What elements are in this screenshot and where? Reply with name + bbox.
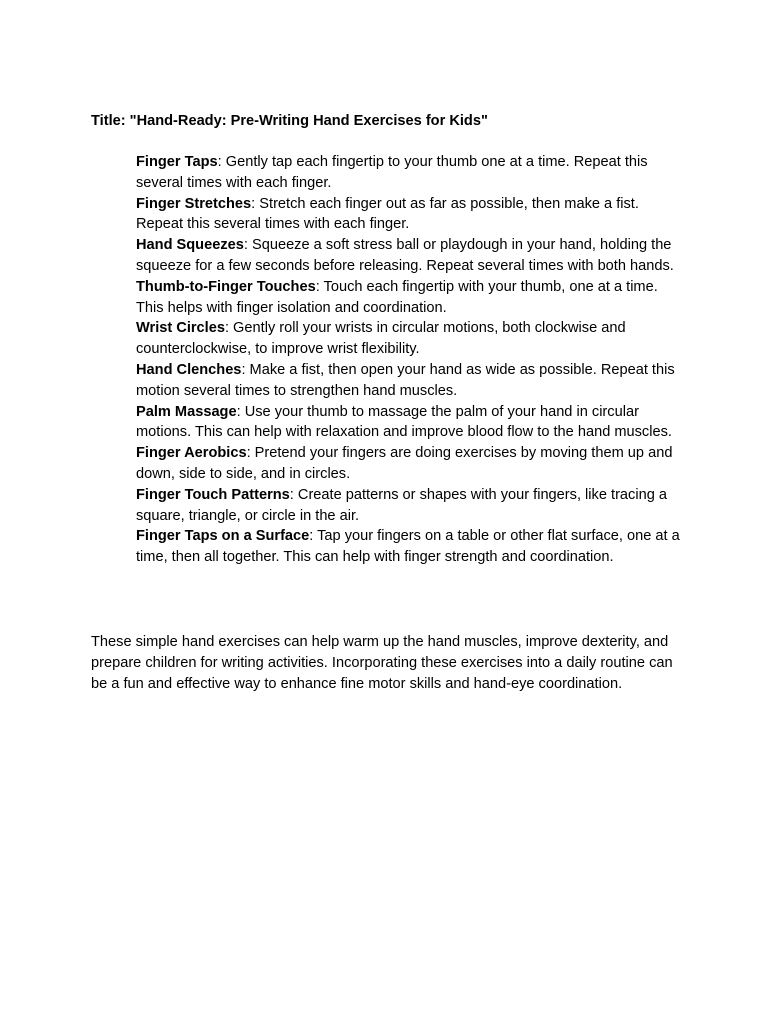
exercise-name: Finger Taps bbox=[136, 154, 218, 170]
exercise-name: Finger Taps on a Surface bbox=[136, 528, 310, 545]
exercise-item bbox=[136, 152, 681, 194]
exercise-item bbox=[136, 443, 681, 485]
exercise-description: : Pretend your fingers are doing exercises by moving them up and down, side to side, and in circles. bbox=[136, 445, 673, 482]
exercise-item bbox=[136, 526, 681, 568]
exercise-description: : Gently roll your wrists in circular motions, both clockwise and counterclockwise, to improve wrist flexibility. bbox=[136, 320, 626, 358]
exercise-description: : Squeeze a soft stress ball or playdough in your hand, holding the squeeze for a few seconds before releasing. Repeat several times with both hands. bbox=[136, 237, 674, 274]
summary-paragraph: These simple hand exercises can help warm up the hand muscles, improve dexterity, and prepare children for writing activities. Incorporating these exercises into a daily routine can be a fun and effective way to enhance fine motor skills and hand-eye coordination. bbox=[91, 634, 673, 692]
exercise-name: Hand Clenches bbox=[136, 361, 242, 378]
exercise-name: Thumb-to-Finger Touches bbox=[136, 278, 316, 295]
exercise-name: Palm Massage bbox=[136, 403, 237, 420]
exercise-description: : Stretch each finger out as far as possible, then make a fist. Repeat this several times with each finger. bbox=[136, 195, 639, 233]
exercise-item bbox=[136, 485, 681, 527]
exercise-name: Finger Touch Patterns bbox=[136, 486, 290, 503]
exercise-name: Finger Aerobics bbox=[136, 445, 247, 462]
exercise-description: : Create patterns or shapes with your fingers, like tracing a square, triangle, or circle in the air. bbox=[136, 486, 667, 524]
exercise-item bbox=[136, 360, 681, 402]
exercise-list bbox=[136, 152, 681, 568]
exercise-description: : Make a fist, then open your hand as wide as possible. Repeat this motion several times to strengthen hand muscles. bbox=[136, 361, 675, 399]
exercise-name: Finger Stretches bbox=[136, 195, 252, 212]
exercise-item bbox=[136, 277, 681, 319]
exercise-item bbox=[136, 235, 681, 277]
exercise-description: : Touch each fingertip with your thumb, one at a time. This helps with finger isolation and coordination. bbox=[136, 278, 658, 316]
exercise-name: Hand Squeezes bbox=[136, 237, 244, 254]
exercise-item bbox=[136, 194, 681, 236]
exercise-description: : Tap your fingers on a table or other flat surface, one at a time, then all together. This can help with finger strength and coordination. bbox=[136, 528, 680, 566]
document-title: Title: "Hand-Ready: Pre-Writing Hand Exercises for Kids" bbox=[91, 113, 488, 129]
exercise-item bbox=[136, 318, 681, 360]
exercise-item bbox=[136, 402, 681, 444]
exercise-description: : Use your thumb to massage the palm of your hand in circular motions. This can help with relaxation and improve blood flow to the hand muscles. bbox=[136, 403, 672, 441]
exercise-description: : Gently tap each fingertip to your thumb one at a time. Repeat this several times with each finger. bbox=[136, 154, 648, 191]
exercise-name: Wrist Circles bbox=[136, 320, 225, 337]
